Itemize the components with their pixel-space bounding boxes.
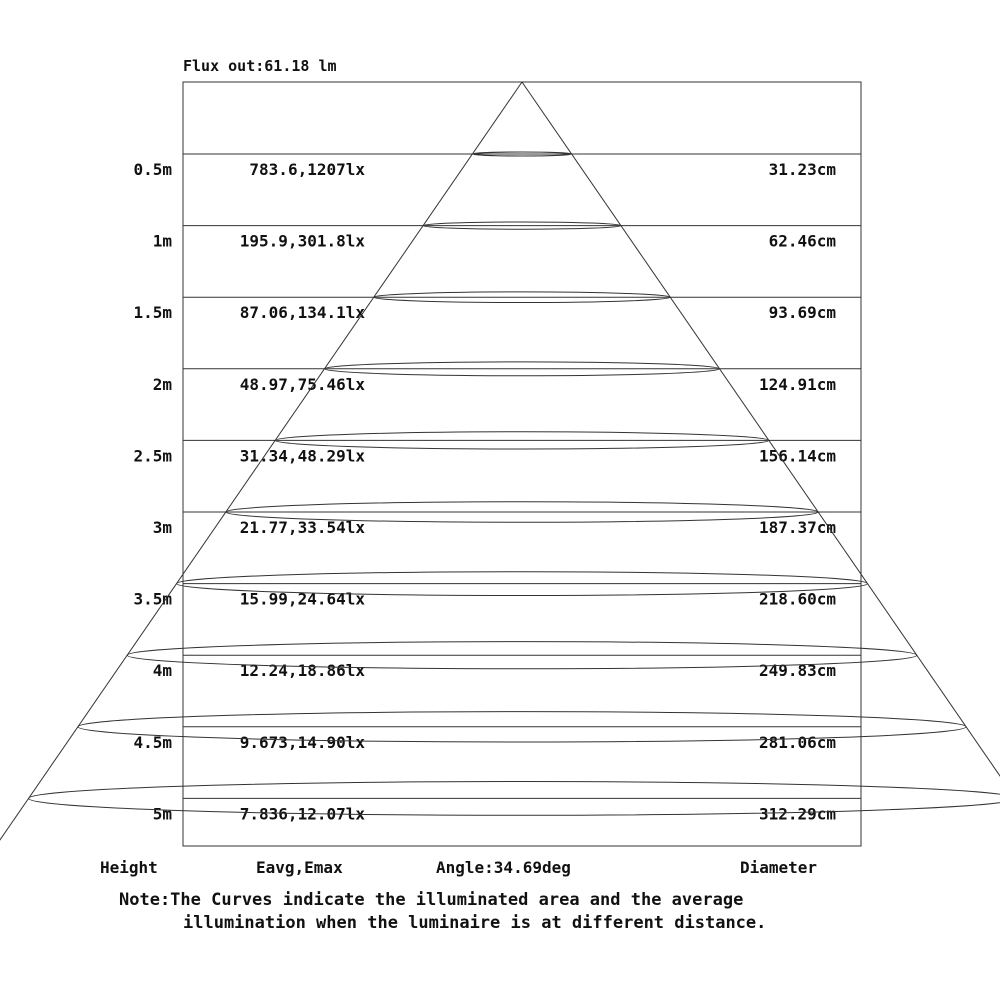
height-label: 5m [152,804,172,824]
note-line-2: illumination when the luminaire is at different distance. [183,913,767,933]
diameter-label: 312.29cm [758,804,836,824]
illuminance-label: 31.34,48.29lx [239,446,365,466]
beam-angle-label: Angle:34.69deg [436,858,571,877]
diameter-column-label: Diameter [740,858,818,877]
illuminance-label: 7.836,12.07lx [239,804,365,824]
illuminance-label: 195.9,301.8lx [239,231,365,251]
diameter-label: 187.37cm [758,518,836,537]
illuminance-label: 15.99,24.64lx [239,589,365,609]
diameter-label: 156.14cm [758,446,836,466]
diameter-label: 281.06cm [758,732,836,752]
illuminance-label: 783.6,1207lx [249,160,365,179]
illuminance-label: 21.77,33.54lx [239,518,365,537]
note-line-1: Note:The Curves indicate the illuminated area and the average [119,890,744,910]
height-column-label: Height [100,858,158,877]
diameter-label: 31.23cm [768,160,836,179]
height-label: 2m [152,374,172,394]
height-label: 4.5m [133,732,172,752]
diameter-label: 93.69cm [768,303,836,323]
diameter-label: 124.91cm [758,374,836,394]
height-label: 0.5m [133,160,172,179]
height-label: 4m [152,661,172,681]
illuminance-label: 12.24,18.86lx [239,661,365,681]
illuminance-label: 9.673,14.90lx [239,732,365,752]
illuminance-label: 48.97,75.46lx [239,374,365,394]
height-label: 3m [152,518,172,537]
diameter-label: 218.60cm [758,589,836,609]
height-label: 1m [152,231,172,251]
rows-layer [133,154,861,823]
illuminance-column-label: Eavg,Emax [256,858,343,877]
height-label: 3.5m [133,589,172,609]
flux-label: Flux out:61.18 lm [183,57,337,75]
height-label: 2.5m [133,446,172,466]
diameter-label: 249.83cm [758,661,836,681]
illuminance-label: 87.06,134.1lx [239,303,365,323]
height-label: 1.5m [133,303,172,323]
diameter-label: 62.46cm [768,231,836,251]
